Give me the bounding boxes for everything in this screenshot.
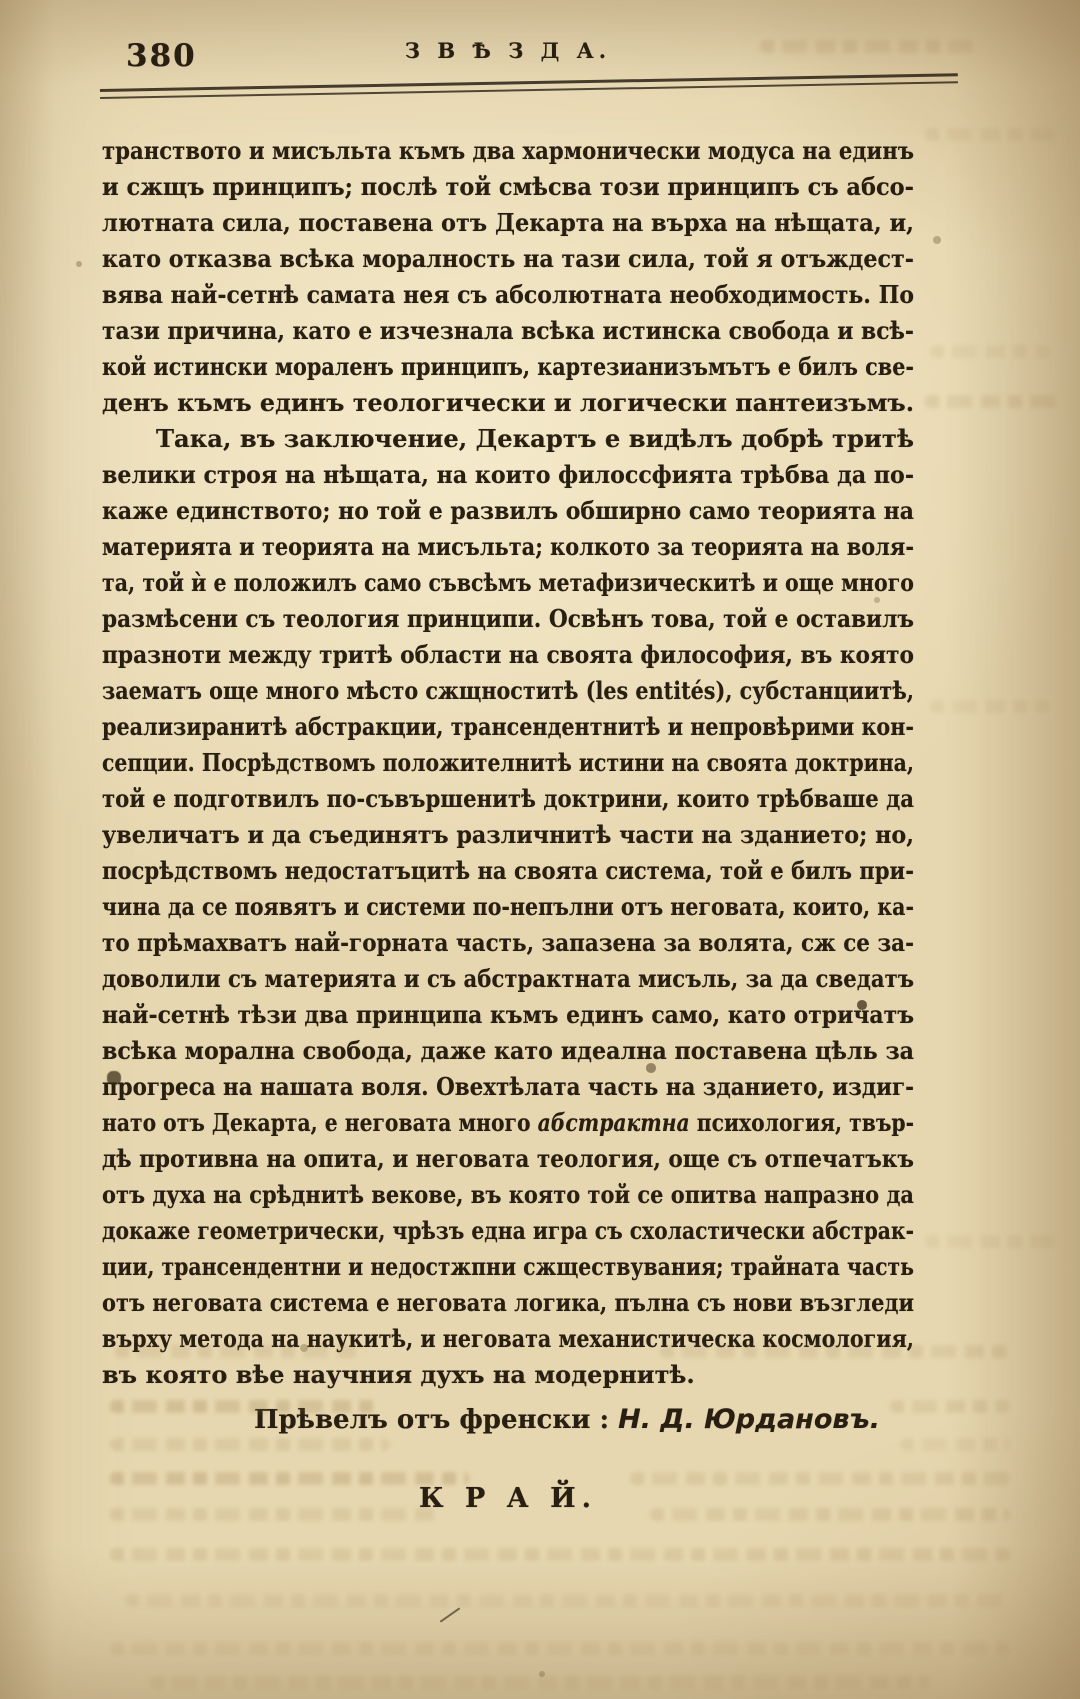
bleedthrough-smudge [115,1345,365,1358]
text-line: докаже геометрически, чрѣзъ една игра съ схоластически абстрак- [102,1216,914,1245]
text-line: лютната сила, поставена отъ Декарта на върха на нѣщата, и, [102,208,914,237]
text-line: всѣка морална свобода, даже като идеална поставена цѣль за [102,1036,914,1065]
bleedthrough-smudge [110,1548,1010,1561]
text-line: та, той ѝ е положилъ само съвсѣмъ метафизическитѣ и още много [102,568,914,597]
text-line: доволили съ материята и съ абстрактната мисъль, за да сведатъ [102,964,914,993]
bleedthrough-smudge [110,1400,380,1413]
text-line: и сжщъ принципъ; послѣ той смѣсва този принципъ съ абсо- [102,172,914,201]
text-line: отъ неговата система е неговата логика, пълна съ нови възгледи [102,1288,914,1317]
bleedthrough-smudge [630,1472,1010,1485]
text-line: нато отъ Декарта, е неговата много абстрактна психология, твър- [102,1108,914,1137]
ink-specks [0,0,4,4]
bleedthrough-smudge [890,1400,1010,1413]
journal-title: З В Ѣ З Д А. [404,38,612,63]
text-line: увеличатъ и да съединятъ различнитѣ части на зданието; но, [102,820,914,849]
text-line: каже единството; но той е развилъ обширно само теорията на [102,496,914,525]
text-line: дѣ противна на опита, и неговата теология, още съ отпечатъкъ [102,1144,914,1173]
text-line: отъ духа на срѣднитѣ векове, въ която той се опитва напразно да [102,1180,914,1209]
text-line: той е подготвилъ по-съвършенитѣ доктрини, които трѣбваше да [102,784,914,813]
bleedthrough-smudge [930,700,1050,713]
bleedthrough-smudge [930,345,1050,358]
text-line: тази причина, като е изчезнала всѣка истинска свобода и всѣ- [102,316,914,345]
article-body [102,133,914,1393]
text-line: вява най-сетнѣ самата нея съ абсолютната необходимость. По [102,280,914,309]
text-line: чина да се появятъ и системи по-непълни отъ неговата, които, ка- [102,892,914,921]
bleedthrough-smudge [925,395,1060,408]
bleedthrough-smudge [125,1594,1005,1607]
ink-scratch [440,1607,461,1622]
header-double-rule [100,73,958,99]
text-line: Така, въ заключение, Декартъ е видѣлъ добрѣ тритѣ [156,424,915,453]
text-line: то прѣмахватъ най-горната часть, запазена за волята, сж се за- [102,928,914,957]
bleedthrough-smudge [110,1472,470,1485]
bleedthrough-smudge [110,1438,390,1451]
text-line: велики строя на нѣщата, на които филоссфията трѣбва да по- [102,460,914,489]
text-line: върху метода на наукитѣ, и неговата механистическа космология, [102,1324,914,1353]
text-line: прогреса на нашата воля. Овехтѣлата часть на зданието, издиг- [102,1072,914,1101]
text-line: като отказва всѣка моралность на тази сила, той я отъждест- [102,244,914,273]
text-line: реализиранитѣ абстракции, трансендентнитѣ и непровѣрими кон- [102,712,914,741]
text-line: кой истински мораленъ принципъ, картезианизъмътъ е билъ све- [102,352,914,381]
bleedthrough-smudge [925,128,1055,141]
bleedthrough-smudge [110,1508,440,1521]
text-line: най-сетнѣ тѣзи два принципа къмъ единъ само, като отричатъ [102,1000,914,1029]
text-line: размѣсени съ теология принципи. Освѣнъ това, той е оставилъ [102,604,914,633]
bleedthrough-smudge [760,40,980,53]
text-line: ции, трансендентни и недостжпни сжществувания; трайната часть [102,1252,914,1281]
bleedthrough-smudge [925,1235,1055,1248]
text-line: транството и мисъльта къмъ два хармонически модуса на единъ [102,136,914,165]
page-number: 380 [126,38,197,74]
text-line: въ която вѣе научния духъ на модернитѣ. [102,1360,695,1389]
text-line: заематъ още много мѣсто сжщноститѣ (les entités), субстанциитѣ, [102,676,914,705]
text-line: денъ къмъ единъ теологически и логически пантеизъмъ. [102,388,914,417]
bleedthrough-smudge [650,1508,1010,1521]
translator-name: Н. Д. Юрдановъ. [618,1404,880,1435]
bleedthrough-smudge [900,1438,1010,1451]
bleedthrough-smudge [150,1676,930,1689]
translator-label: Прѣвелъ отъ френски : [253,1405,619,1435]
text-line: материята и теорията на мисъльта; колкото за теорията на воля- [102,532,914,561]
text-line: сепции. Посрѣдствомъ положителнитѣ истини на своята доктрина, [102,748,914,777]
text-line: посрѣдствомъ недостатъцитѣ на своята система, той е билъ при- [102,856,914,885]
text-line: празноти между тритѣ области на своята философия, въ която [102,640,914,669]
end-word: К Р А Й. [419,1483,597,1514]
bleedthrough-smudge [110,1642,1010,1655]
bleedthrough-smudge [660,1345,1010,1358]
